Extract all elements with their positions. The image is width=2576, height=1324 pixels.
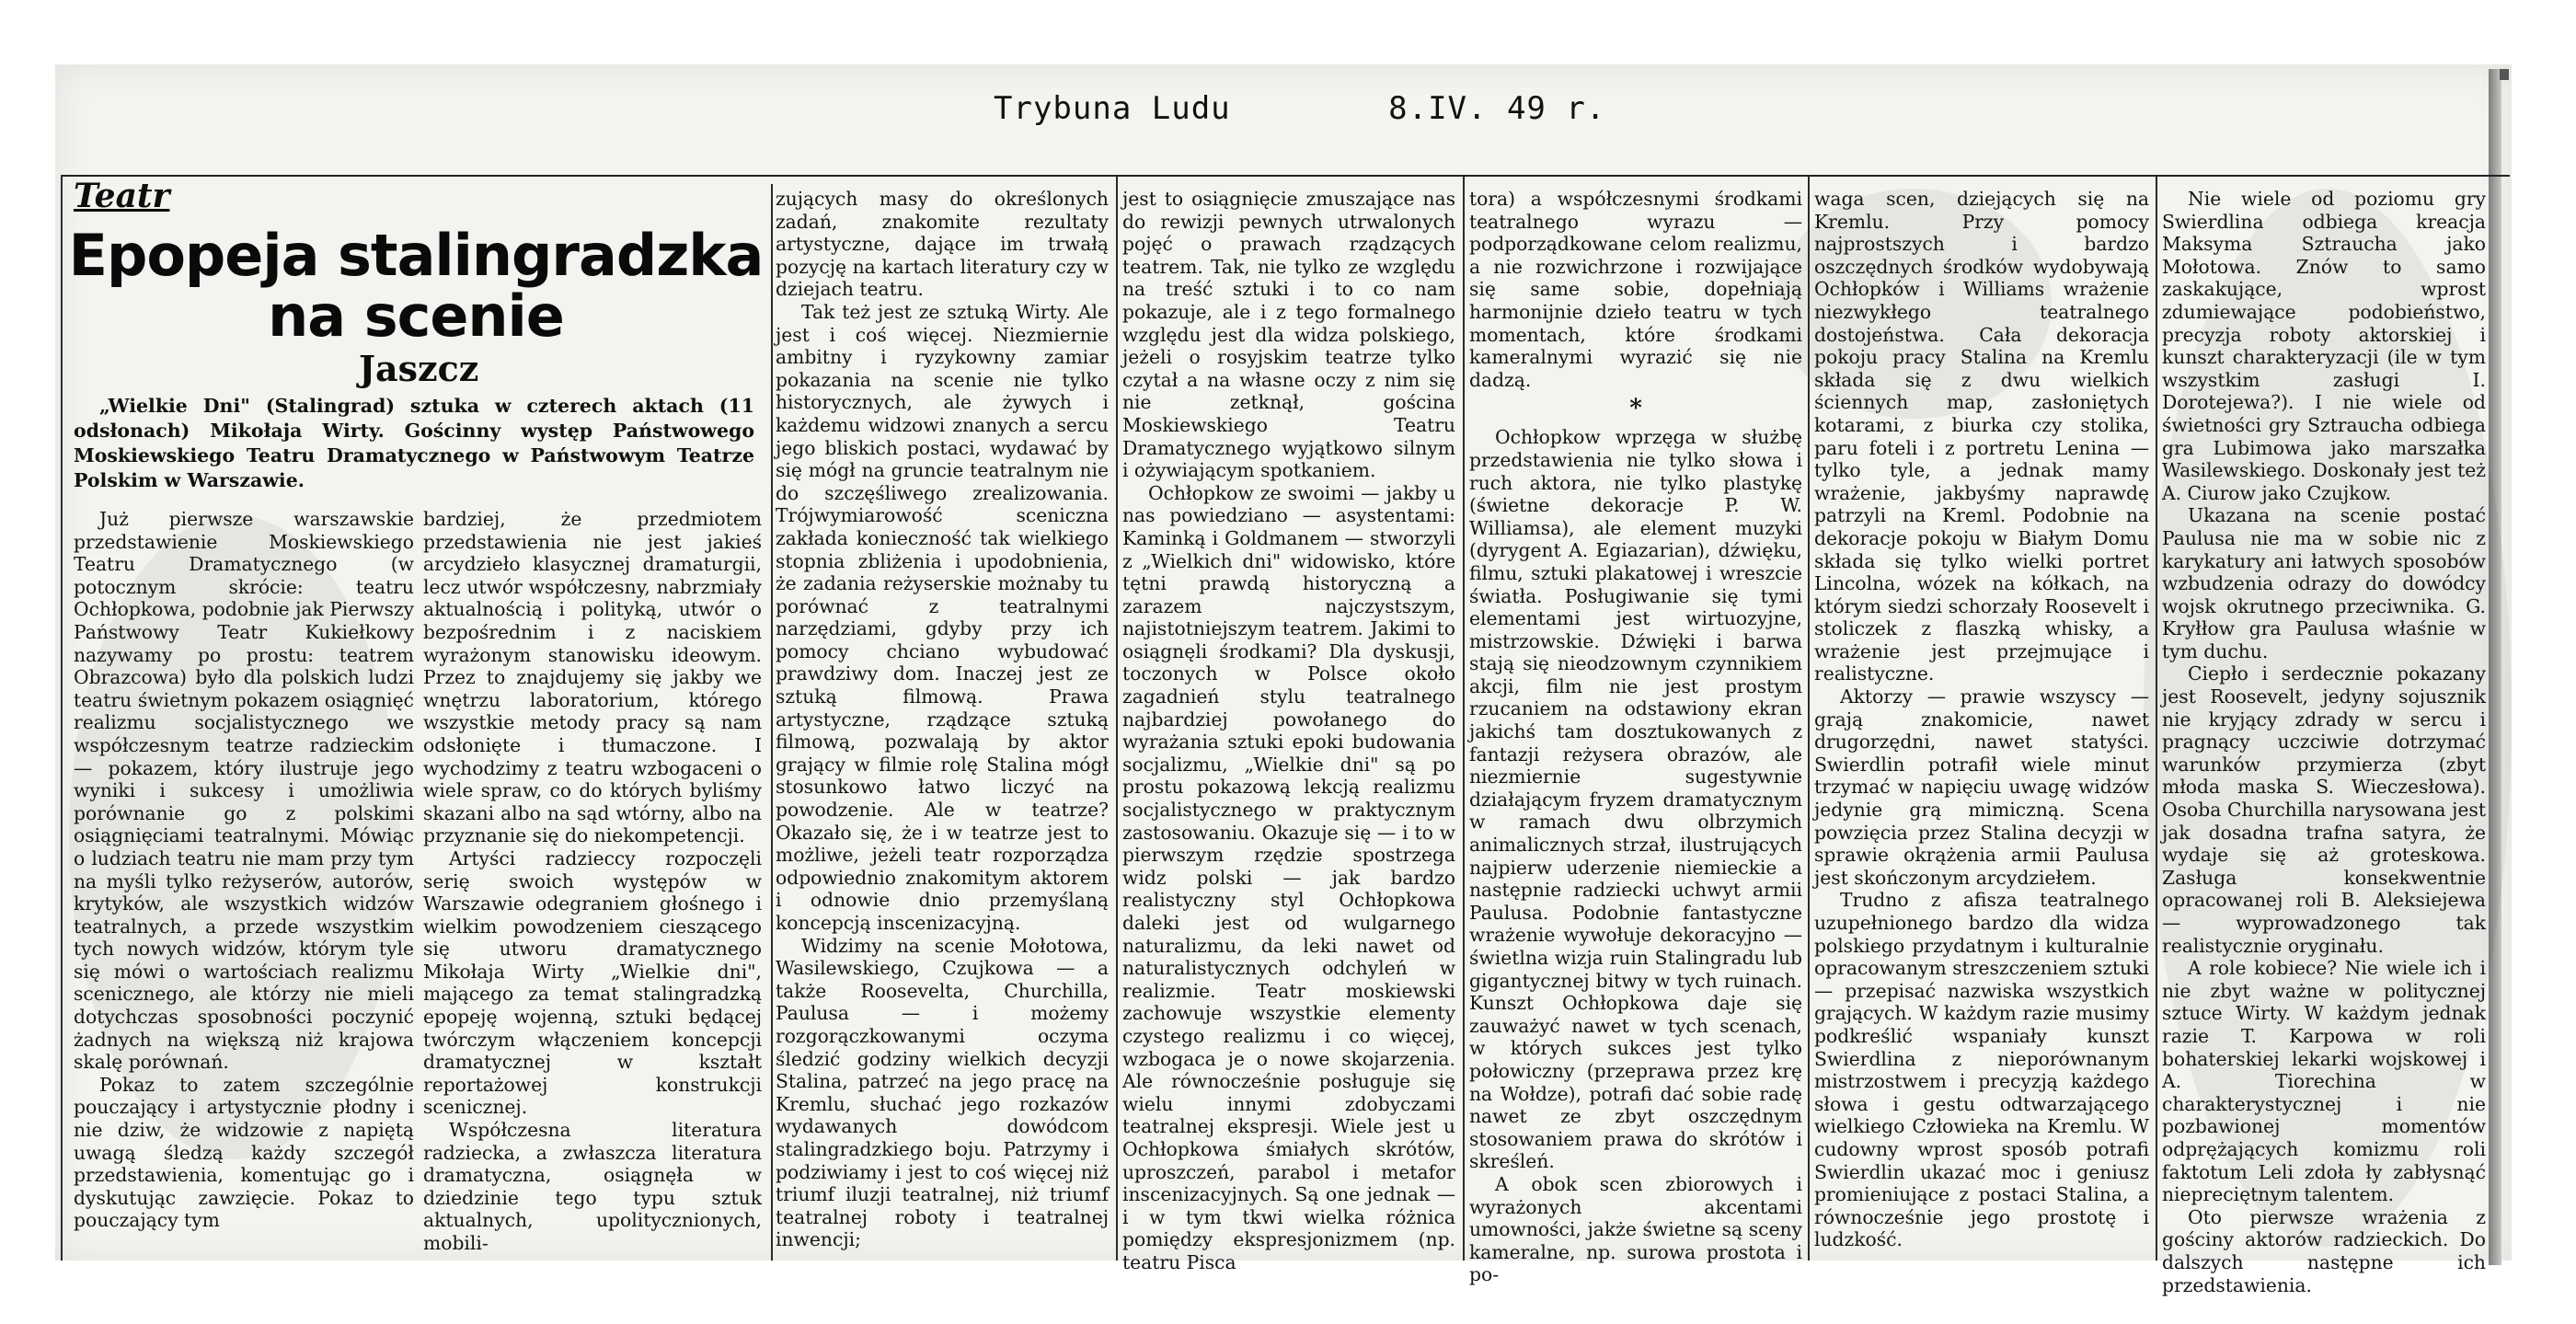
paragraph: Ukazana na scenie postać Paulusa nie ma w sobie nic z karykatury ani łatwych sposobów wzbudzenia odrazy do dowódcy wojsk okrutnego przeciwnika. G. Kryłłow gra Paulusa właśnie w tym duchu. bbox=[2162, 504, 2486, 662]
article-column-4 bbox=[1122, 188, 1455, 1273]
column-rule bbox=[1463, 175, 1465, 1261]
paragraph: Ochłopkow ze swoimi — jakby u nas powiedziano — asystentami: Kaminką i Goldmanem — stworzyli z „Wielkich dni" widowisko, które tętni prawdą historyczną a zarazem najczystszym, najistotniejszym teatrem. Jakimi to osiągnęli środkami? Dla dyskusji, toczonych w Polsce około zagadnień stylu teatralnego najbardziej powołanego do wyrażania sztuki epoki budowania socjalizmu, „Wielkie dni" są po prostu pokazową lekcją realizmu socjalistycznego w praktycznym zastosowaniu. Okazuje się — i to w pierwszym rzędzie spostrzega widz polski — jak bardzo realistyczny styl Ochłopkowa daleki jest od wulgarnego naturalizmu, da leki nawet od naturalistycznych odchyleń w realizmie. Teatr moskiewski zachowuje wszystkie elementy czystego realizmu i co więcej, wzbogaca je o nowe skojarzenia. Ale równocześnie posługuje się wielu innymi zdobyczami teatralnej ekspresji. Wiele jest u Ochłopkowa śmiałych skrótów, uproszczeń, parabol i metafor inscenizacyjnych. Są one jednak — i w tym tkwi wielka różnica pomiędzy ekspresjonizmem (np. teatru Pisca bbox=[1122, 481, 1455, 1273]
paragraph: Artyści radzieccy rozpoczęli serię swoich występów w Warszawie odegraniem głośnego i wielkim powodzeniem cieszącego się utworu dramatycznego Mikołaja Wirty „Wielkie dni", mającego za temat stalingradzką epopeję wojenną, sztuki będącej twórczym włączeniem koncepcji dramatycznej w kształt reportażowej konstrukcji scenicznej. bbox=[423, 846, 762, 1119]
paragraph: Ochłopkow wprzęga w służbę przedstawienia nie tylko słowa i ruch aktora, nie tylko plastykę (świetne dekoracje P. W. Williamsa), ale element muzyki (dyrygent A. Egiazarian), dźwięku, filmu, sztuki plakatowej i wreszcie światła. Posługiwanie się tymi elementami jest wirtuozyjne, mistrzowskie. Dźwięki i barwa stają się nieodzownym czynnikiem akcji, film nie jest prostym rzucaniem na odstawiony ekran jakichś tam dosztukowanych z fantazji reżysera obrazów, ale niezmiernie sugestywnie działającym fryzem dramatycznym w ramach dwu olbrzymich animalicznych strzał, ilustrujących najpierw uderzenie niemieckie a następnie radziecki uchwyt armii Paulusa. Podobnie fantastyczne wrażenie wywołuje dekoracyjno — świetlna wizja ruin Stalingradu lub gigantycznej bitwy w tych ruinach. Kunszt Ochłopkowa daje się zauważyć nawet w tych scenach, w których sukces jest tylko połowiczny (przeprawa przez krę na Wołdze), potrafi dać sobie radę nawet ze zbyt oszczędnym stosowaniem prawa do skrótów i skreśleń. bbox=[1469, 426, 1802, 1173]
article-headline bbox=[66, 222, 765, 350]
section-label: Teatr bbox=[74, 177, 170, 215]
article-column-3 bbox=[776, 188, 1109, 1255]
paragraph: jest to osiągnięcie zmuszające nas do rewizji pewnych utrwalonych pojęć o prawach rządzących teatrem. Tak, nie tylko ze względu na treść sztuki i to co nam pokazuje, ale i z tego formalnego względu jest dla widza polskiego, jeżeli o rosyjskim teatrze tylko czytał a na własne oczy z nim się nie zetknął, gościna Moskiewskiego Teatru Dramatycznego wyjątkowo silnym i ożywiającym spotkaniem. bbox=[1122, 188, 1455, 482]
column-rule bbox=[1808, 175, 1810, 1261]
paragraph: waga scen, dziejących się na Kremlu. Przy pomocy najprostszych i bardzo oszczędnych środków wydobywają Ochłopków i Williams wrażenie niezwykłego teatralnego dostojeństwa. Cała dekoracja pokoju pracy Stalina na Kremlu składa się z dwu wielkich ściennych map, zasłoniętych kotarami, z biurka czy stolika, paru foteli i z portretu Lenina — tylko tyle, a jednak mamy wrażenie, jakbyśmy naprawdę patrzyli na Kreml. Podobnie na dekoracje pokoju w Białym Domu składa się tylko wielki portret Lincolna, wózek na kółkach, na którym siedzi schorzały Roosevelt i stoliczek z flaszką whisky, a wrażenie jest przejmujące i realistyczne. bbox=[1814, 188, 2149, 685]
paragraph: bardziej, że przedmiotem przedstawienia nie jest jakieś arcydzieło klasycznej dramaturgii, lecz utwór współczesny, nabrzmiały aktualnością i polityką, utwór o bezpośrednim i z naciskiem wyrażonym stanowisku ideowym. Przez to znajdujemy się jakby we wnętrzu laboratorium, którego wszystkie metody pracy są nam odsłonięte i tłumaczone. I wychodzimy z teatru wzbogaceni o wiele spraw, co do których byliśmy skazani albo na sąd wtórny, albo na przyznanie się do niekompetencji. bbox=[423, 508, 762, 847]
paragraph: Widzimy na scenie Mołotowa, Wasilewskiego, Czujkowa — a także Roosevelta, Churchilla, Paulusa — i możemy rozgorączkowanymi oczyma śledzić godziny wielkich decyzji Stalina, patrzeć na jego pracę na Kremlu, słuchać jego rozkazów wydawanych dowódcom stalingradzkiego boju. Patrzymy i podziwiamy i jest to coś więcej niż triumf iluzji teatralnej, niż triumf teatralnej roboty i teatralnej inwencji; bbox=[776, 934, 1109, 1251]
paragraph: Pokaz to zatem szczególnie pouczający i artystycznie płodny i nie dziw, że widzowie z napiętą uwagą śledzą każdy szczegół przedstawienia, komentując go i dyskutując zawzięcie. Pokaz to pouczający tym bbox=[74, 1073, 414, 1232]
section-divider-star: * bbox=[1629, 395, 1642, 423]
newspaper-header bbox=[994, 90, 1605, 127]
paragraph: Trudno z afisza teatralnego uzupełnionego bardzo dla widza polskiego przydatnym i kulturalnie opracowanym streszczeniem sztuki — przepisać nazwiska wszystkich grających. W każdym razie musimy podkreślić wspaniały kunszt Swierdlina z nieporównanym mistrzostwem i precyzją każdego słowa i gestu odtwarzającego wielkiego Człowieka na Kremlu. W cudowny wprost sposób potrafi Swierdlin ukazać moc i geniusz promieniujące z postaci Stalina, a równocześnie jego prostotę i ludzkość. bbox=[1814, 889, 2149, 1251]
article-column-7 bbox=[2162, 188, 2486, 1296]
column-rule bbox=[1116, 175, 1118, 1261]
paragraph: Aktorzy — prawie wszyscy — grają znakomicie, nawet drugorzędni, nawet statyści. Swierdlin potrafił wiele minut trzymać w napięciu uwagę widzów jedynie grą mimiczną. Scena powzięcia przez Stalina decyzji w sprawie okrążenia armii Paulusa jest skończonym arcydziełem. bbox=[1814, 685, 2149, 889]
author-byline: Jaszcz bbox=[359, 348, 479, 389]
paragraph: A role kobiece? Nie wiele ich i nie zbyt ważne w politycznej sztuce Wirty. W każdym jednak razie T. Karpowa w roli bohaterskiej lekarki wojskowej i A. Tiorechina w charakterystycznej i nie pozbawionej momentów odprężających komizmu roli faktotum Leli zdoła ły zabłysnąć niepreciętnym talentem. bbox=[2162, 957, 2486, 1206]
paragraph: Współczesna literatura radziecka, a zwłaszcza literatura dramatyczna, osiągnęła w dziedzinie tego typu sztuk aktualnych, upolitycznionych, mobili- bbox=[423, 1119, 762, 1254]
paragraph: Ciepło i serdecznie pokazany jest Roosevelt, jedyny sojusznik nie kryjący zdrady w sercu i pragnący uczciwie dotrzymać warunków przymierza (zbyt młoda maska S. Wieczesłowa). Osoba Churchilla narysowana jest jak dosadna trafna satyra, że wydaje się aż groteskowa. Zasługa konsekwentnie opracowanej roli B. Aleksiejewa — wyprowadzonego tak realistycznie oryginału. bbox=[2162, 662, 2486, 957]
paragraph: tora) a współczesnymi środkami teatralnego wyrazu — podporządkowane celom realizmu, a nie rozwichrzone i rozwijające się same sobie, dopełniają harmonijnie dzieło teatru w tych momentach, które środkami kameralnymi wyrazić się nie dadzą. bbox=[1469, 188, 1802, 391]
article-column-2 bbox=[423, 508, 762, 1253]
paragraph: Oto pierwsze wrażenia z gościny aktorów radzieckich. Do dalszych następne ich przedstawienia. bbox=[2162, 1205, 2486, 1296]
column-rule bbox=[61, 175, 63, 1261]
paragraph: Nie wiele od poziomu gry Swierdlina odbiega kreacja Maksyma Sztraucha jako Mołotowa. Znów to samo zaskakujące, wprost zdumiewające podobieństwo, precyzja roboty aktorskiej i kunszt charakteryzacji (ile w tym wszystkim zasługi I. Dorotejewa?). I nie wiele od świetności gry Sztraucha odbiega gra Lubimowa jako marszałka Wasilewskiego. Doskonały jest też A. Ciurow jako Czujkow. bbox=[2162, 188, 2486, 504]
article-lede: „Wielkie Dni" (Stalingrad) sztuka w czterech aktach (11 odsłonach) Mikołaja Wirty. Gościnny występ Państwowego Moskiewskiego Teatru Dramatycznego w Państwowym Teatrze Polskim w Warszawie. bbox=[74, 395, 754, 491]
headline-line-2: na scenie bbox=[268, 282, 564, 350]
scan-edge-mark bbox=[2500, 69, 2509, 80]
paragraph: zujących masy do określonych zadań, znakomite rezultaty artystyczne, dające im trwałą pozycję na kartach literatury czy w dziejach teatru. bbox=[776, 188, 1109, 301]
paragraph: Tak też jest ze sztuką Wirty. Ale jest i coś więcej. Niezmiernie ambitny i ryzykowny zamiar pokazania na scenie nie tylko historycznych, ale żywych i każdemu widzowi znanych a sercu jego bliskich postaci, wydawać by się mógł na gruncie teatralnym nie do szczęśliwego zrealizowania. Trójwymiarowość sceniczna zakłada konieczność tak wielkiego stopnia zbliżenia i upodobnienia, że zadania reżyserskie możnaby tu porównać z teatralnymi narzędziami, gdyby przy ich pomocy chciano wybudować prawdziwy dom. Inaczej jest ze sztuką filmową. Prawa artystyczne, rządzące sztuką filmową, pozwalają by aktor grający w filmie rolę Stalina mógł stosunkowo łatwo liczyć na powodzenie. Ale w teatrze? Okazało się, że i w teatrze jest to możliwe, jeżeli teatr rozporządza odpowiednio znakomitym aktorem i odnowie dnio przemyślaną koncepcją inscenizacyjną. bbox=[776, 300, 1109, 934]
article-column-5 bbox=[1469, 188, 1802, 1286]
paragraph: A obok scen zbiorowych i wyrażonych akcentami umowności, jakże świetne są sceny kameralne, np. surowa prostota i po- bbox=[1469, 1172, 1802, 1286]
issue-date: 8.IV. 49 r. bbox=[1388, 90, 1606, 127]
article-column-1 bbox=[74, 508, 414, 1253]
newspaper-title: Trybuna Ludu bbox=[994, 90, 1231, 127]
header-rule bbox=[63, 175, 2510, 177]
column-rule bbox=[771, 184, 773, 1261]
paragraph: Już pierwsze warszawskie przedstawienie Moskiewskiego Teatru Dramatycznego (w potocznym skrócie: teatru Ochłopkowa, podobnie jak Pierwszy Państwowy Teatr Kukiełkowy nazywamy po prostu: teatrem Obrazcowa) było dla polskich ludzi teatru świetnym pokazem osiągnięć realizmu socjalistycznego we współczesnym teatrze radzieckim — pokazem, który ilustruje jego wyniki i sukcesy i umożliwia porównanie go z polskimi osiągnięciami teatralnymi. Mówiąc o ludziach teatru nie mam przy tym na myśli tylko reżyserów, autorów, krytyków, ale wszystkich widzów teatralnych, a przede wszystkim tych nowych widzów, którym tyle się mówi o wartościach realizmu scenicznego, ale którzy nie mieli dotychczas sposobności poczynić żadnych na większą niż krajowa skalę porównań. bbox=[74, 508, 414, 1074]
headline-line-1: Epopeja stalingradzka bbox=[68, 222, 764, 289]
column-rule bbox=[2156, 175, 2157, 1261]
scan-edge-mark bbox=[2489, 69, 2501, 1265]
article-column-6 bbox=[1814, 188, 2149, 1255]
